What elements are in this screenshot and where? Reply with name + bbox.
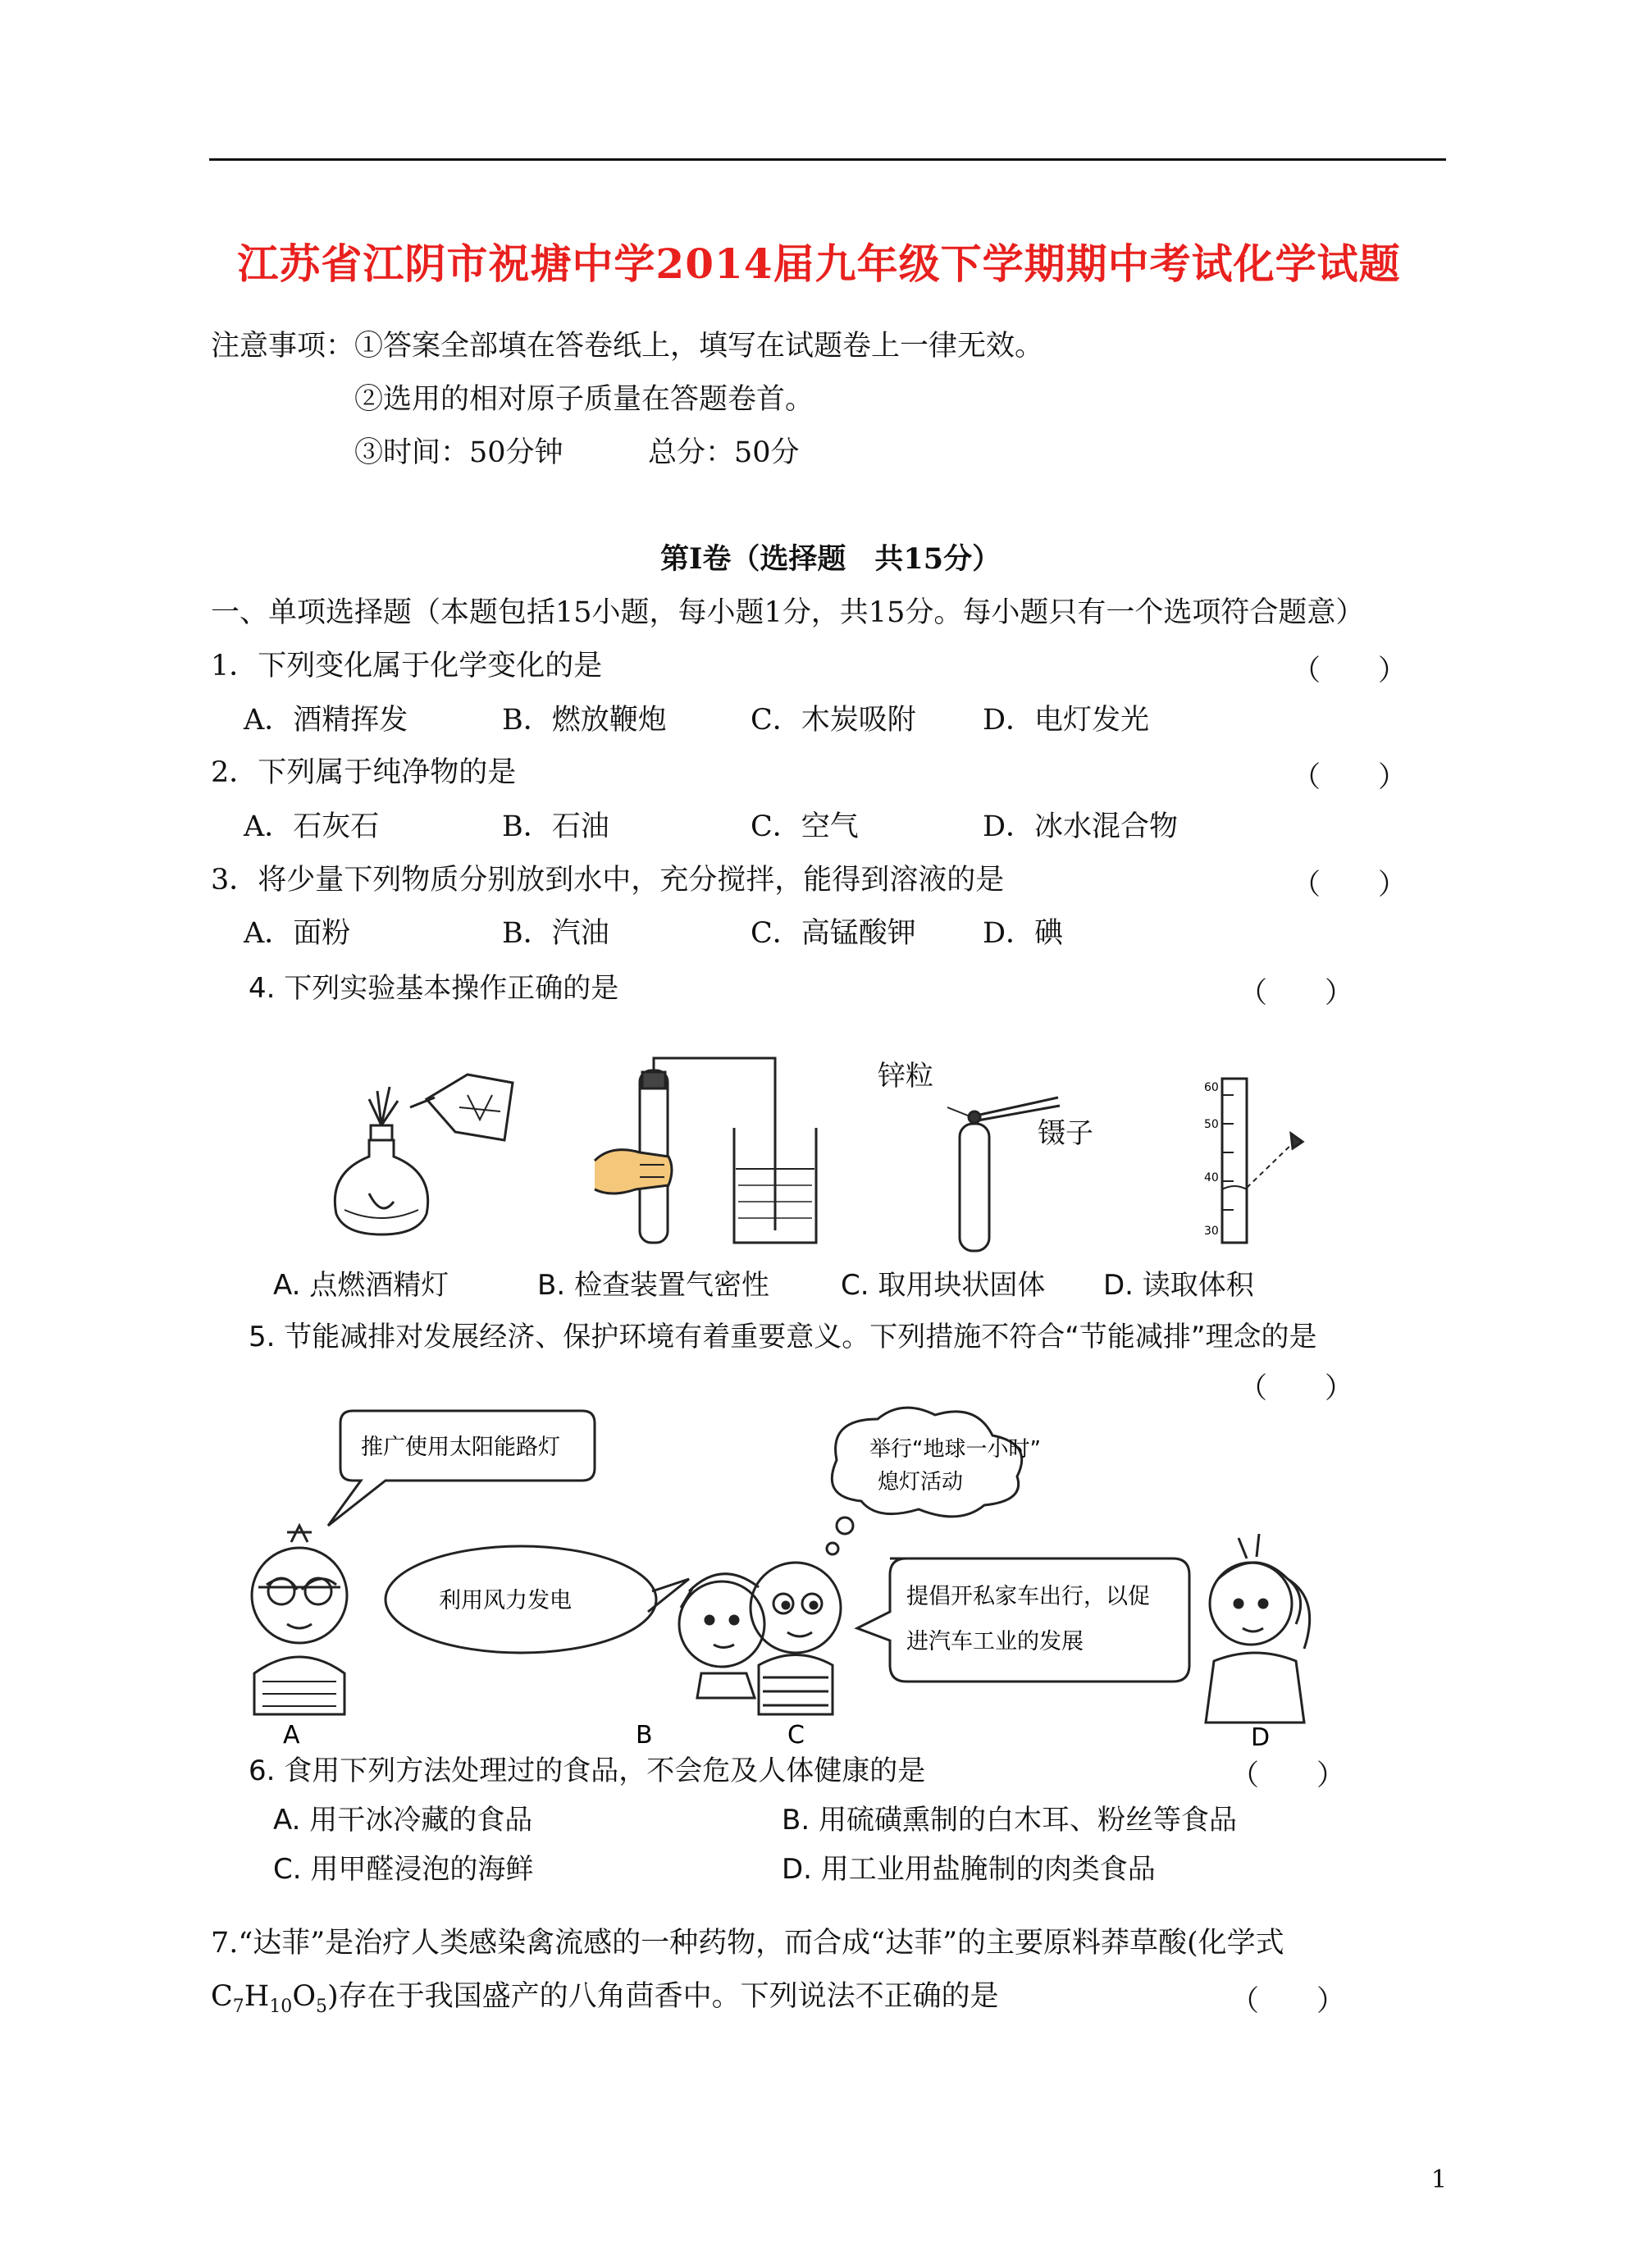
q2-option-c: C．空气 [751,810,859,843]
q4-option-d: D. 读取体积 [1103,1269,1254,1302]
bubble-d-text-2: 进汽车工业的发展 [906,1629,1084,1654]
top-rule [209,158,1446,161]
q6-option-a: A. 用干冰冷藏的食品 [273,1804,533,1837]
bubble-c-text-1: 举行“地球一小时” [869,1437,1041,1462]
q6-option-d: D. 用工业用盐腌制的肉类食品 [782,1853,1156,1886]
bubble-a-text: 推广使用太阳能路灯 [361,1435,560,1460]
q4-answer-paren: （ ） [1239,977,1354,1010]
q2-answer-paren: （ ） [1292,761,1408,794]
q1-option-d: D．电灯发光 [983,704,1150,737]
q2-option-b: B．石油 [502,810,609,843]
q5-answer-paren: （ ） [1239,1372,1354,1405]
cartoon-label-a: A [283,1721,300,1750]
q7-stem-line1: 7.“达菲”是治疗人类感染禽流感的一种药物，而合成“达菲”的主要原料莽草酸(化学式 [211,1927,1284,1960]
volume-reading-figure [1206,1066,1312,1247]
q4-option-a: A. 点燃酒精灯 [273,1269,449,1302]
cylinder-tick-40: 40 [1204,1171,1219,1184]
cartoon-label-d: D [1251,1723,1271,1752]
cartoon-label-b: B [636,1721,653,1750]
q3-option-d: D．碘 [983,917,1064,950]
page-number: 1 [1430,2165,1447,2194]
q3-option-a: A．面粉 [244,917,351,950]
q6-answer-paren: （ ） [1230,1759,1346,1792]
q1-stem: 1．下列变化属于化学变化的是 [211,650,603,682]
cylinder-tick-60: 60 [1204,1081,1219,1094]
note-item-3-score: 总分：50分 [648,436,800,469]
q3-option-b: B．汽油 [502,917,609,950]
q4-option-b: B. 检查装置气密性 [537,1269,769,1302]
solid-sampling-figure [943,1091,1075,1255]
q1-option-c: C．木炭吸附 [751,704,916,737]
bubble-d-text-1: 提倡开私家车出行，以促 [906,1584,1150,1609]
q4-stem: 4. 下列实验基本操作正确的是 [249,972,619,1005]
exam-title: 江苏省江阴市祝塘中学2014届九年级下学期期中考试化学试题 [237,240,1401,288]
part1-header: 第Ⅰ卷（选择题 共15分） [660,542,1002,576]
q1-option-b: B．燃放鞭炮 [502,704,667,737]
zinc-granule-label: 锌粒 [878,1060,933,1093]
bubble-c-text-2: 熄灯活动 [878,1470,964,1495]
bubble-b-text: 利用风力发电 [439,1588,572,1613]
energy-saving-cartoon [221,1403,1337,1752]
cartoon-label-c: C [787,1721,805,1750]
airtightness-check-figure [586,1054,849,1251]
q2-option-a: A．石灰石 [244,810,380,843]
notes-label: 注意事项： [211,330,355,363]
alcohol-lamp-figure [312,1050,525,1251]
q5-stem: 5. 节能减排对发展经济、保护环境有着重要意义。下列措施不符合“节能减排”理念的是 [249,1321,1317,1353]
q3-stem: 3．将少量下列物质分别放到水中，充分搅拌，能得到溶液的是 [211,864,1005,897]
note-item-3-time: ③时间：50分钟 [354,436,563,469]
q4-option-c: C. 取用块状固体 [841,1269,1046,1302]
tweezers-label: 镊子 [1038,1117,1093,1150]
cylinder-tick-30: 30 [1204,1225,1219,1238]
q6-option-b: B. 用硫磺熏制的白木耳、粉丝等食品 [782,1804,1237,1837]
q1-answer-paren: （ ） [1292,655,1408,687]
q7-answer-paren: （ ） [1230,1985,1346,2018]
q2-option-d: D．冰水混合物 [983,810,1179,843]
note-item-1: ①答案全部填在答卷纸上，填写在试题卷上一律无效。 [354,330,1044,363]
note-item-2: ②选用的相对原子质量在答题卷首。 [354,383,814,416]
q7-stem-line2: $C_7H_{10}O_5$)存在于我国盛产的八角茴香中。下列说法不正确的是 [211,1980,999,2017]
q6-option-c: C. 用甲醛浸泡的海鲜 [273,1853,534,1886]
q3-option-c: C．高锰酸钾 [751,917,916,950]
cylinder-tick-50: 50 [1204,1118,1219,1131]
q3-answer-paren: （ ） [1292,869,1408,901]
q6-stem: 6. 食用下列方法处理过的食品，不会危及人体健康的是 [249,1755,926,1787]
q2-stem: 2．下列属于纯净物的是 [211,756,517,789]
q1-option-a: A．酒精挥发 [244,704,408,737]
section1-instructions: 一、单项选择题（本题包括15小题，每小题1分，共15分。每小题只有一个选项符合题意） [211,596,1365,629]
